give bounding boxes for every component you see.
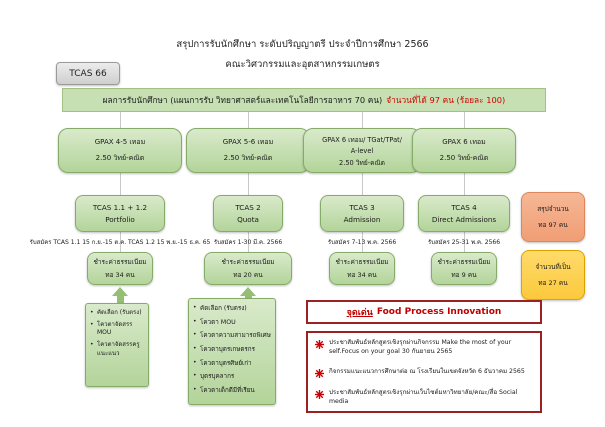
gpax-line: 2.50 วิทย์-คณิต [439,154,489,162]
fee-box-3 [329,252,395,285]
gpax-box-3 [303,128,421,173]
bullet-text: กิจกรรมแนะแนวการศึกษาต่อ ณ โรงเรียนในเขตจังหวัด 6 ธันวาคม 2565 [329,368,525,375]
list-item: • โควตาเด็กดีมีที่เรียน [193,386,272,395]
connector-line [248,173,249,195]
apply-period-1: รับสมัคร TCAS 1.1 15 ก.ย.-15 ต.ค. TCAS 1.2 15 พ.ย.-15 ธ.ค. 65 [29,239,211,246]
gpax-line: 2.50 วิทย์-คณิต [95,154,145,162]
highlight-bullet [315,339,533,357]
fee-box-4 [431,252,497,285]
fee-box-1 [87,252,153,285]
gpax-line: 2.50 วิทย์-คณิต [339,158,385,167]
connector-line [120,173,121,195]
tcas-round-box-4 [418,195,510,232]
bullet-text: ประชาสัมพันธ์หลักสูตรเชิงรุกผ่านเว็บไซต์มหาวิทยาลัย/คณะ/สื่อ Social media [329,389,518,406]
tcas-66-badge: TCAS 66 [56,62,120,85]
list-item: • โควตาบุตรเกษตรกร [193,345,272,354]
tcas-round-box-1 [75,195,165,232]
tcas-round-type: Portfolio [105,215,135,224]
up-arrow-head [112,287,128,296]
gpax-box-1 [58,128,182,173]
apply-period-2: รับสมัคร 1-30 มี.ค. 2566 [213,239,283,246]
gpax-line: GPAX 6 เทอม [442,138,486,146]
gpax-box-4 [412,128,516,173]
highlight-title-box [306,300,542,324]
apply-period-3: รับสมัคร 7-13 พ.ค. 2566 [327,239,397,246]
banner-result-text: จำนวนที่ได้ 97 คน (ร้อยละ 100) [386,95,506,105]
list-item: • โควตาจัดสรร MOU [90,321,145,338]
gpax-line: GPAX 6 เทอม/ TGat/TPat/ [322,135,402,144]
tcas-round-type: Direct Admissions [431,215,497,224]
fee-count: ทอ 34 คน [347,271,377,279]
fee-label: ชำระค่าธรรมเนียม [221,258,275,266]
starburst-icon [315,369,324,378]
fee-label: ชำระค่าธรรมเนียม [93,258,147,266]
highlight-bullets-box [306,331,542,413]
page-title-line1: สรุปการรับนักศึกษา ระดับปริญญาตรี ประจำปีการศึกษา 2566 [176,39,429,50]
summary-total-label: สรุปจำนวน [537,205,569,213]
up-arrow-icon [112,287,128,304]
connector-line [464,173,465,195]
column-tcas2 [186,0,310,427]
fee-count: ทอ 20 คน [233,271,263,279]
list-item: • โควตาจัดสรรครูแนะแนว [90,341,145,358]
connector-line [362,112,363,128]
gpax-line: GPAX 5-6 เทอม [222,138,274,146]
tcas-round-name: TCAS 1.1 + 1.2 [92,203,148,212]
summary-enrolled-label: จำนวนที่เป็น [535,263,571,271]
summary-total-box [521,192,585,242]
tcas-round-name: TCAS 4 [451,203,477,212]
bullet-text: ประชาสัมพันธ์หลักสูตรเชิงรุกผ่านกิจกรรม Make the most of your self.Focus on your goal 30 กันยายน 2565 [329,339,512,355]
list-item: • บุตรบุคลากร [193,372,272,381]
connector-line [362,173,363,195]
up-arrow-head [240,287,256,296]
tcas-round-box-3 [320,195,404,232]
list-item: • โควตาบุตรศิษย์เก่า [193,359,272,368]
tcas-round-name: TCAS 3 [349,203,375,212]
page-title-line2: คณะวิศวกรรมและอุตสาหกรรมเกษตร [225,59,380,70]
list-item: • คัดเลือก (รับตรง) [90,309,145,318]
highlight-title-th: จุดเด่น [346,308,373,318]
gpax-line: GPAX 4-5 เทอม [94,138,146,146]
gpax-box-2 [186,128,310,173]
apply-period-4: รับสมัคร 25-31 พ.ค. 2566 [427,239,501,246]
fee-count: ทอ 9 คน [451,271,477,279]
fee-label: ชำระค่าธรรมเนียม [437,258,491,266]
summary-enrolled-count: ทอ 27 คน [538,279,568,287]
tcas-round-name: TCAS 2 [235,203,261,212]
fee-count: ทอ 34 คน [105,271,135,279]
list-item: • คัดเลือก (รับตรง) [193,304,272,313]
connector-line [464,112,465,128]
highlight-title-en: Food Process Innovation [376,307,502,317]
column-tcas1 [29,0,211,427]
banner-plan-text: ผลการรับนักศึกษา (แผนการรับ วิทยาศาสตร์และเทคโนโลยีการอาหาร 70 คน) [102,95,383,105]
tcas-round-type: Quota [237,215,259,224]
summary-enrolled-box [521,250,585,300]
list-item: • โควตา MOU [193,318,272,327]
highlight-bullet [315,368,533,378]
fee-box-2 [204,252,292,285]
starburst-icon [315,390,324,399]
gpax-line: 2.50 วิทย์-คณิต [223,154,273,162]
gpax-line: A-level [350,146,374,155]
connector-line [248,112,249,128]
tcas-round-box-2 [213,195,283,232]
quota-list-2 [188,298,276,405]
list-item: • โควตาความสามารถพิเศษ [193,331,272,340]
quota-list-1 [85,303,149,387]
highlight-bullet [315,389,533,407]
fee-label: ชำระค่าธรรมเนียม [335,258,389,266]
tcas-round-type: Admission [343,215,381,224]
connector-line [120,112,121,128]
summary-total-count: ทอ 97 คน [538,221,568,229]
starburst-icon [315,340,324,349]
